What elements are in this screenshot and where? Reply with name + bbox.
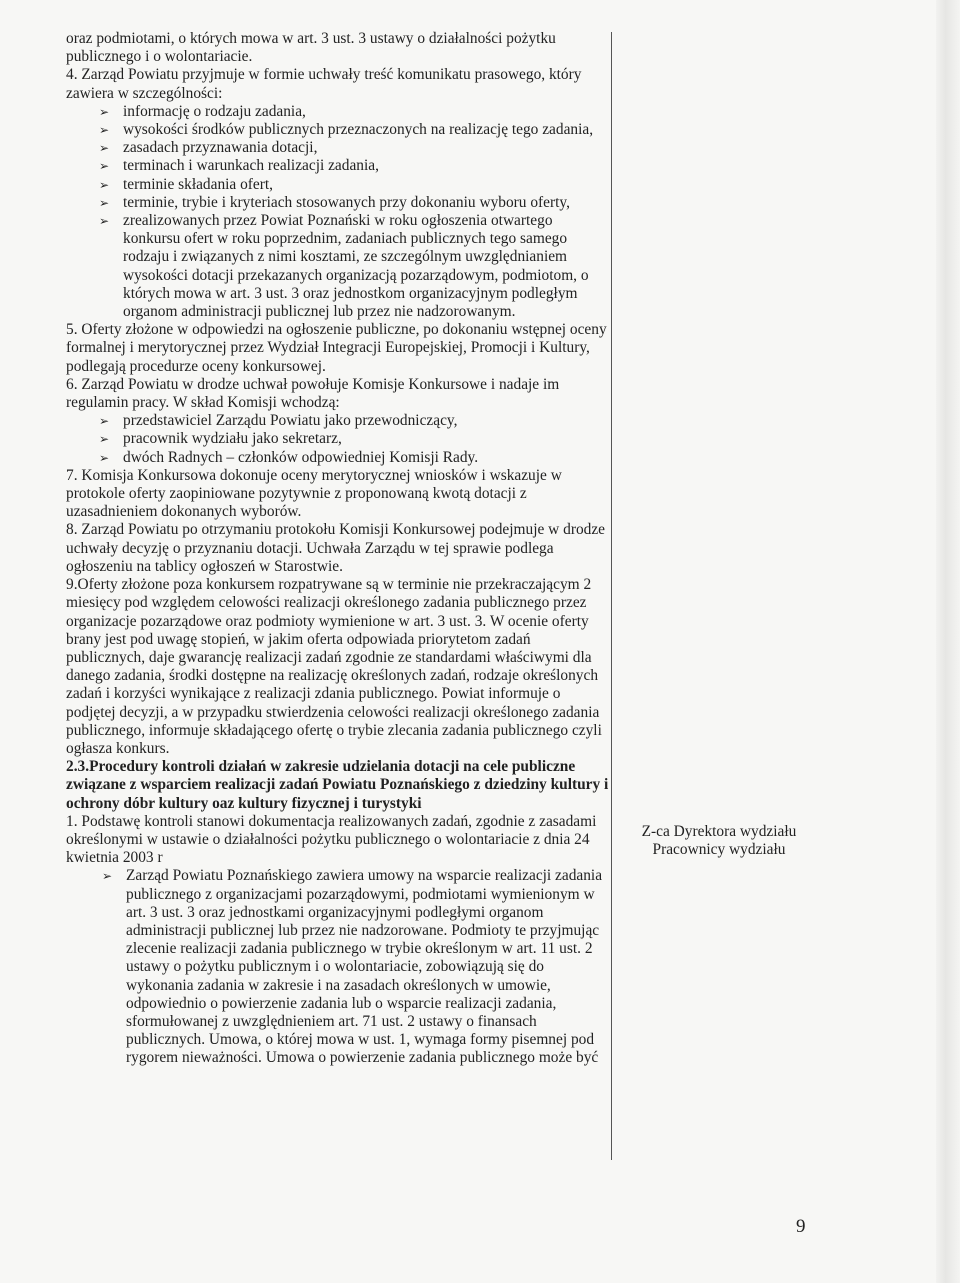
paragraph: 4. Zarząd Powiatu przyjmuje w formie uchwały treść komunikatu prasowego, który zawiera w szczególności:: [66, 66, 582, 102]
page-edge-shadow: [936, 0, 960, 1283]
paragraph: 5. Oferty złożone w odpowiedzi na ogłoszenie publiczne, po dokonaniu wstępnej oceny formalnej i merytorycznej przez Wydział Integracji Europejskiej, Promocji i Kultury, podlegają procedurze oceny konkursowej.: [66, 321, 607, 375]
bullet-item: [66, 103, 611, 121]
bullet-text: terminach i warunkach realizacji zadania,: [123, 157, 379, 175]
paragraph: oraz podmiotami, o których mowa w art. 3 ust. 3 ustawy o działalności pożytku publicznego i o wolontariacie.: [66, 30, 556, 66]
paragraph: 7. Komisja Konkursowa dokonuje oceny merytorycznej wniosków i wskazuje w protokole oferty zaopiniowane pozytywnie z proponowaną kwotą dotacji z uzasadnieniem dokonanych wyborów.: [66, 466, 562, 521]
arrowhead-bullet-icon: ➢: [99, 214, 110, 229]
arrowhead-bullet-icon: ➢: [99, 432, 110, 447]
main-text-column: [66, 30, 611, 1068]
bullet-text: terminie, trybie i kryteriach stosowanych przy dokonaniu wyboru oferty,: [123, 193, 570, 211]
responsible-column: [621, 823, 817, 859]
bullet-item: [66, 867, 611, 1067]
bullet-text: przedstawiciel Zarządu Powiatu jako przewodniczący,: [123, 412, 458, 430]
arrowhead-bullet-icon: ➢: [99, 104, 110, 119]
paragraph: 6. Zarząd Powiatu w drodze uchwał powołuje Komisje Konkursowe i nadaje im regulamin pracy. W skład Komisji wchodzą:: [66, 375, 560, 412]
arrowhead-bullet-icon: ➢: [99, 159, 110, 174]
paragraph: 1. Podstawę kontroli stanowi dokumentacja realizowanych zadań, zgodnie z zasadami określonymi w ustawie o działalności pożytku publicznego o wolontariacie z dnia 24 kwietnia 2003 r: [66, 812, 597, 867]
bullet-item: [66, 176, 611, 194]
bullet-item: [66, 449, 611, 467]
bullet-text: wysokości środków publicznych przeznaczonych na realizację tego zadania,: [123, 121, 594, 139]
arrowhead-bullet-icon: ➢: [102, 869, 113, 884]
bullet-item: [66, 121, 611, 139]
arrowhead-bullet-icon: ➢: [99, 141, 110, 156]
bullet-text: terminie składania ofert,: [123, 175, 273, 193]
responsible-deputy-director: Z-ca Dyrektora wydziału: [641, 823, 797, 840]
bullet-text: informację o rodzaju zadania,: [123, 102, 306, 120]
bullet-text: dwóch Radnych – członków odpowiedniej Komisji Rady.: [123, 448, 479, 466]
responsible-staff: Pracownicy wydziału: [652, 841, 786, 859]
arrowhead-bullet-icon: ➢: [99, 195, 110, 210]
bullet-text: pracownik wydziału jako sekretarz,: [123, 430, 342, 448]
bullet-item: [66, 157, 611, 175]
arrowhead-bullet-icon: ➢: [99, 450, 110, 465]
bullet-text: zasadach przyznawania dotacji,: [123, 139, 318, 157]
bullet-text: Zarząd Powiatu Poznańskiego zawiera umowy na wsparcie realizacji zadania publicznego z organizacjami pozarządowymi, podmiotami wymienionym w art. 3 ust. 3 oraz jednostkami organizacyjnymi podległymi organom administracji publicznej lub przez nie nadzorowane. Podmioty te przyjmując zlecenie realizacji zadania publicznego w trybie określonym w art. 11 ust. 2 ustawy o pożytku publicznym i o wolontariacie, zobowiązują się do wykonania zadania w zakresie i na zasadach określonych w umowie, odpowiednio o powierzenie zadania lub o wsparcie realizacji zadania, sformułowanej z uwzględnieniem art. 71 ust. 2 ustawy o finansach publicznych. Umowa, o której mowa w ust. 1, wymaga formy pisemnej pod rygorem nieważności. Umowa o powierzenie zadania publicznego może być: [126, 867, 603, 1067]
paragraph: 8. Zarząd Powiatu po otrzymaniu protokołu Komisji Konkursowej podejmuje w drodze uchwały decyzję o przyznaniu dotacji. Uchwała Zarządu w tej sprawie podlega ogłoszeniu na tablicy ogłoszeń w Starostwie.: [66, 521, 605, 575]
arrowhead-bullet-icon: ➢: [99, 123, 110, 138]
bullet-text: zrealizowanych przez Powiat Poznański w roku ogłoszenia otwartego konkursu ofert w roku poprzednim, zadaniach publicznych tego samego rodzaju i związanych z nimi kosztami, ze szczególnym uwzględnianiem wysokości dotacji przekazanych organizacją pozarządowym, podmiotom, o których mowa w art. 3 ust. 3 oraz jednostkom organizacyjnym podległym organom administracji publicznej lub przez nie nadzorowanym.: [123, 212, 589, 321]
bullet-item: [66, 194, 611, 212]
section-heading: 2.3.Procedury kontroli działań w zakresie udzielania dotacji na cele publiczne związane z wsparciem realizacji zadań Powiatu Poznańskiego z dziedziny kultury i ochrony dóbr kultury oaz kultury fizycznej i turystyki: [66, 758, 609, 812]
bullet-item: [66, 430, 611, 448]
bullet-item: [66, 212, 611, 321]
column-divider: [611, 32, 612, 1160]
arrowhead-bullet-icon: ➢: [99, 414, 110, 429]
paragraph: 9.Oferty złożone poza konkursem rozpatrywane są w terminie nie przekraczającym 2 miesięcy pod względem celowości realizacji określonego zadania publicznego przez organizacje pozarządowe oraz podmioty wymienione w art. 3 ust. 3. W ocenie oferty brany jest pod uwagę stopień, w jakim oferta odpowiada priorytetom zadań publicznych, daje gwarancję realizacji zadań zgodnie ze standardami właściwymi dla danego zadania, środki dostępne na realizację określonych zadań, rodzaje określonych zadań i korzyści wynikające z realizacji zdania publicznego. Powiat informuje o podjętej decyzji, a w przypadku stwierdzenia celowości realizacji określonego zadania publicznego, informuje składającego ofertę o trybie zlecania zadania publicznego czyli ogłasza konkurs.: [66, 576, 602, 757]
arrowhead-bullet-icon: ➢: [99, 177, 110, 192]
page-number: 9: [796, 1216, 806, 1237]
bullet-item: [66, 412, 611, 430]
bullet-item: [66, 139, 611, 157]
